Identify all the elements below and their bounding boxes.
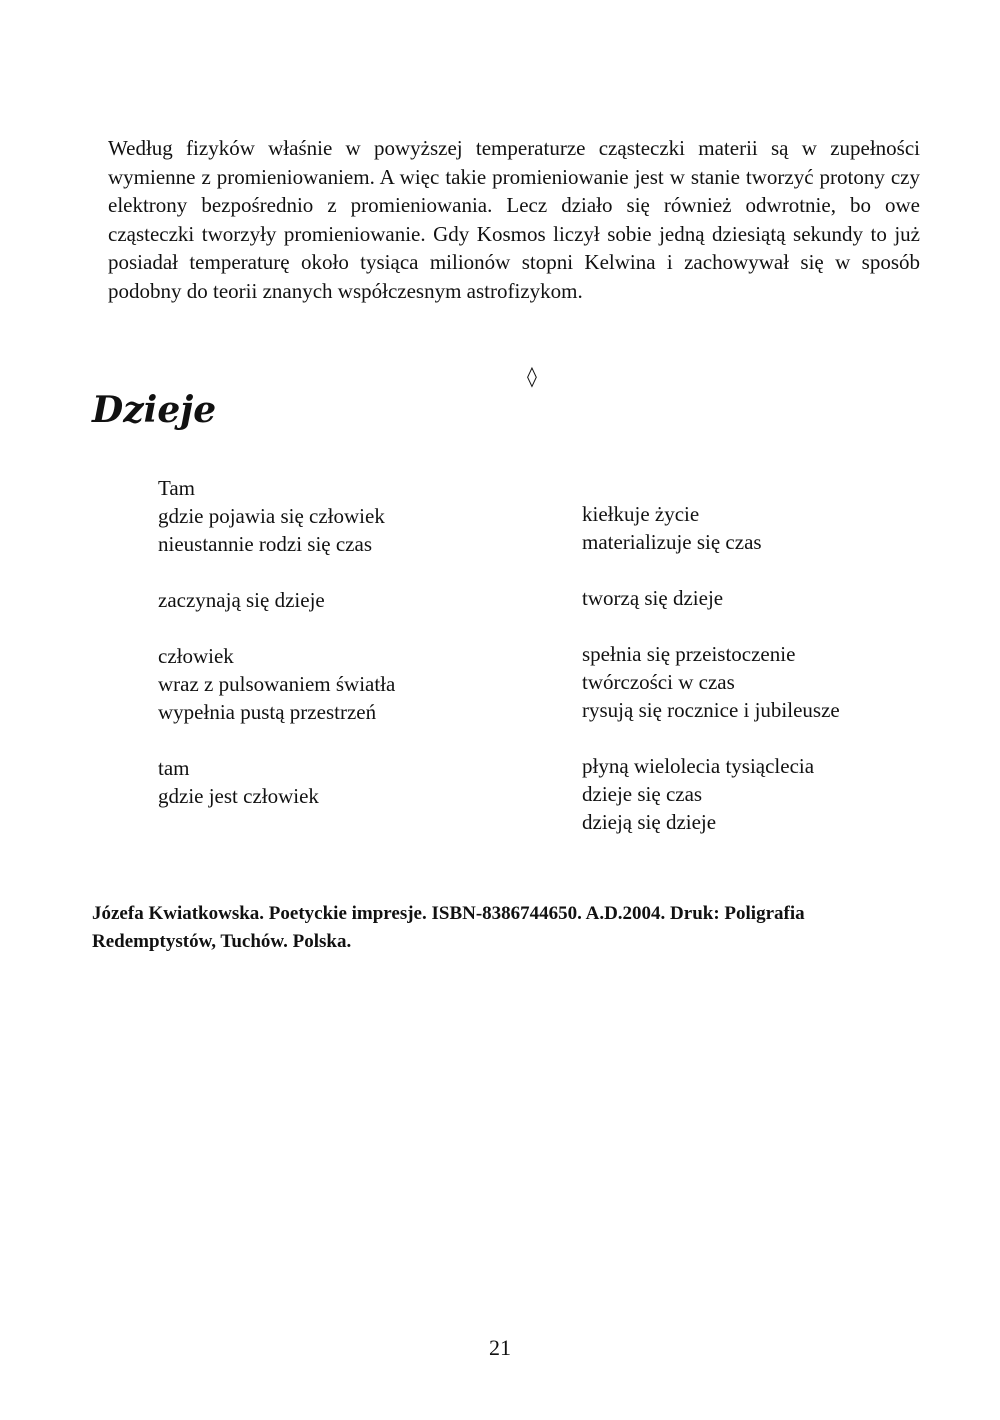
poem-line: dzieje się czas [582, 782, 703, 806]
poem-line: dzieją się dzieje [582, 810, 717, 834]
poem-line: gdzie jest człowiek [158, 784, 319, 808]
page-number: 21 [489, 1335, 511, 1360]
poem-line: materializuje się czas [582, 530, 762, 554]
poem-title: Dzieje [92, 389, 217, 431]
intro-text: Według fizyków właśnie w powyższej temperaturze cząsteczki materii są w zupełności wymienne z promieniowaniem. A więc takie promieniowanie jest w stanie tworzyć protony czy elektrony bezpośrednio z promieniowania. Lecz działo się również odwrotnie, bo owe cząsteczki tworzyły promieniowanie. Gdy Kosmos liczył sobie jedną dziesiątą sekundy to już posiadał temperaturę około tysiąca milionów stopni Kelwina i zachowywał się w sposób podobny do teorii znanych współczesnym astrofizykom. [108, 136, 920, 303]
poem-stanza [158, 754, 518, 810]
poem-stanza [158, 642, 518, 726]
poem-stanza [158, 586, 518, 614]
separator-diamond-icon: ◊ [527, 364, 537, 388]
poem-stanza [582, 752, 942, 836]
poem-line: tam [158, 756, 190, 780]
poem-line: człowiek [158, 644, 234, 668]
poem-left-column [158, 474, 518, 838]
poem-line: płyną wielolecia tysiąclecia [582, 754, 815, 778]
poem-line: wypełnia pustą przestrzeń [158, 700, 377, 724]
poem-stanza [582, 584, 942, 612]
poem-stanza [582, 640, 942, 724]
poem-line: Tam [158, 476, 196, 500]
poem-stanza [582, 500, 942, 556]
poem-stanza [158, 474, 518, 558]
poem-line: gdzie pojawia się człowiek [158, 504, 385, 528]
colophon: Józefa Kwiatkowska. Poetyckie impresje. ISBN-8386744650. A.D.2004. Druk: Poligrafia Redemptystów, Tuchów. Polska. [92, 903, 805, 952]
poem-right-column [582, 500, 942, 864]
intro-paragraph [108, 134, 920, 305]
poem-line: spełnia się przeistoczenie [582, 642, 796, 666]
poem-line: twórczości w czas [582, 670, 735, 694]
poem-line: wraz z pulsowaniem światła [158, 672, 396, 696]
poem-line: tworzą się dzieje [582, 586, 724, 610]
poem-line: nieustannie rodzi się czas [158, 532, 372, 556]
poem-line: rysują się rocznice i jubileusze [582, 698, 840, 722]
poem-line: kiełkuje życie [582, 502, 700, 526]
poem-line: zaczynają się dzieje [158, 588, 325, 612]
